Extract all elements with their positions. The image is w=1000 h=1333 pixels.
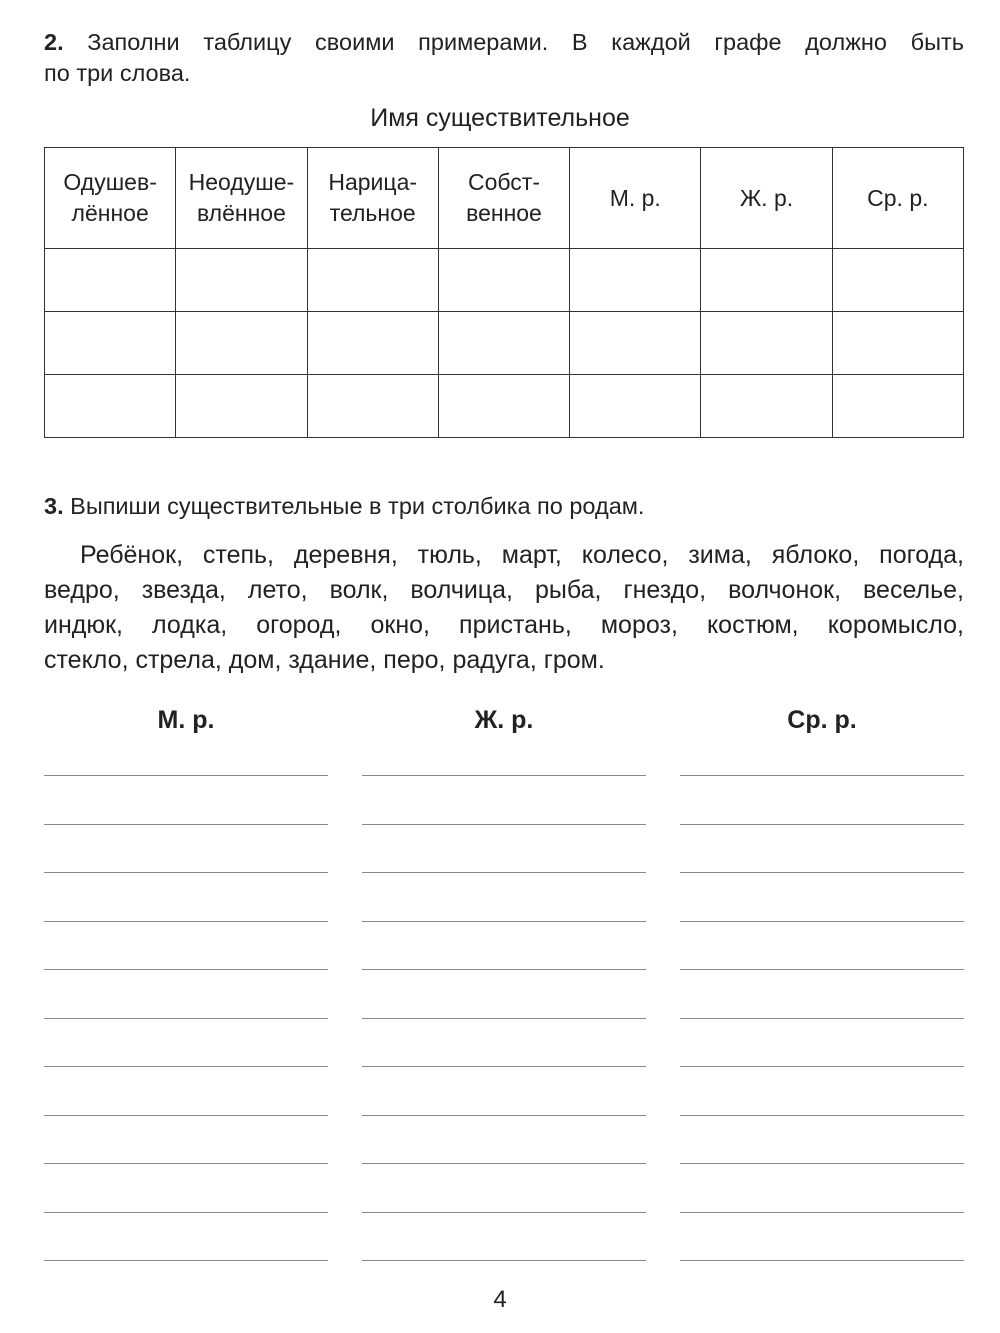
answer-cell[interactable]: [701, 375, 832, 438]
word-list-line: Ребёнок, степь, деревня, тюль, март, колесо, зима, яблоко, погода,: [80, 541, 964, 569]
column-header-feminine: Ж. р.: [474, 706, 534, 734]
task-2-instruction-line-2: по три слова.: [44, 60, 191, 86]
writing-line[interactable]: [362, 1018, 646, 1067]
writing-line[interactable]: [362, 1115, 646, 1164]
writing-line[interactable]: [680, 1163, 964, 1212]
header-proper: Собст- венное: [438, 148, 569, 249]
answer-cell[interactable]: [45, 312, 176, 375]
writing-line[interactable]: [680, 1066, 964, 1115]
header-neuter: Ср. р.: [832, 148, 963, 249]
table-row: [45, 249, 964, 312]
answer-cell[interactable]: [176, 249, 307, 312]
answer-cell[interactable]: [438, 312, 569, 375]
writing-line[interactable]: [680, 969, 964, 1018]
writing-column-feminine: [362, 775, 646, 1309]
writing-line[interactable]: [44, 1115, 328, 1164]
answer-cell[interactable]: [570, 249, 701, 312]
word-list-line: ведро, звезда, лето, волк, волчица, рыба, гнездо, волчонок, веселье,: [44, 576, 964, 604]
writing-line[interactable]: [44, 921, 328, 970]
writing-line[interactable]: [362, 824, 646, 873]
writing-column-neuter: [680, 775, 964, 1309]
answer-cell[interactable]: [701, 312, 832, 375]
header-animate: Одушев- лённое: [45, 148, 176, 249]
header-inanimate: Неодуше- влённое: [176, 148, 307, 249]
writing-line[interactable]: [362, 1212, 646, 1261]
writing-line[interactable]: [680, 1212, 964, 1261]
writing-line[interactable]: [362, 1163, 646, 1212]
answer-cell[interactable]: [438, 249, 569, 312]
header-feminine: Ж. р.: [701, 148, 832, 249]
writing-line[interactable]: [680, 1115, 964, 1164]
answer-cell[interactable]: [45, 249, 176, 312]
task-3-text: Выпиши существительные в три столбика по родам.: [70, 493, 645, 519]
task-2-instruction-line-1: [44, 26, 964, 59]
table-header-row: [45, 148, 964, 249]
writing-line[interactable]: [680, 824, 964, 873]
answer-cell[interactable]: [307, 375, 438, 438]
writing-line[interactable]: [680, 921, 964, 970]
writing-line[interactable]: [44, 872, 328, 921]
answer-cell[interactable]: [832, 375, 963, 438]
writing-line[interactable]: [44, 1018, 328, 1067]
writing-line[interactable]: [44, 1212, 328, 1261]
writing-line[interactable]: [362, 969, 646, 1018]
task-2-number: 2.: [44, 29, 64, 55]
word-list-line: стекло, стрела, дом, здание, перо, радуга, гром.: [44, 646, 605, 674]
answer-cell[interactable]: [570, 375, 701, 438]
answer-cell[interactable]: [176, 312, 307, 375]
writing-line[interactable]: [680, 872, 964, 921]
writing-line[interactable]: [362, 921, 646, 970]
task-3-instruction: [44, 490, 964, 523]
writing-line[interactable]: [44, 1163, 328, 1212]
writing-line[interactable]: [44, 969, 328, 1018]
column-header-neuter: Ср. р.: [787, 706, 857, 734]
page-number: 4: [493, 1286, 507, 1313]
answer-cell[interactable]: [438, 375, 569, 438]
writing-line[interactable]: [44, 824, 328, 873]
noun-table: [44, 147, 964, 438]
answer-cell[interactable]: [307, 249, 438, 312]
answer-cell[interactable]: [570, 312, 701, 375]
writing-line[interactable]: [44, 1066, 328, 1115]
answer-cell[interactable]: [832, 312, 963, 375]
task-3-number: 3.: [44, 493, 64, 519]
table-row: [45, 312, 964, 375]
answer-cell[interactable]: [832, 249, 963, 312]
task-2-text: Заполни таблицу своими примерами. В каждой графе должно быть: [87, 29, 964, 55]
column-header-masculine: М. р.: [157, 706, 215, 734]
writing-column-masculine: [44, 775, 328, 1309]
writing-line[interactable]: [362, 872, 646, 921]
writing-line[interactable]: [680, 1018, 964, 1067]
table-caption: Имя существительное: [370, 104, 630, 132]
header-masculine: М. р.: [570, 148, 701, 249]
answer-cell[interactable]: [307, 312, 438, 375]
writing-line[interactable]: [362, 775, 646, 824]
answer-cell[interactable]: [45, 375, 176, 438]
header-common: Нарица- тельное: [307, 148, 438, 249]
writing-line[interactable]: [680, 775, 964, 824]
answer-cell[interactable]: [701, 249, 832, 312]
word-list: [44, 538, 964, 678]
answer-cell[interactable]: [176, 375, 307, 438]
word-list-line: индюк, лодка, огород, окно, пристань, мороз, костюм, коромысло,: [44, 611, 964, 639]
table-row: [45, 375, 964, 438]
writing-line[interactable]: [44, 775, 328, 824]
writing-line[interactable]: [362, 1066, 646, 1115]
